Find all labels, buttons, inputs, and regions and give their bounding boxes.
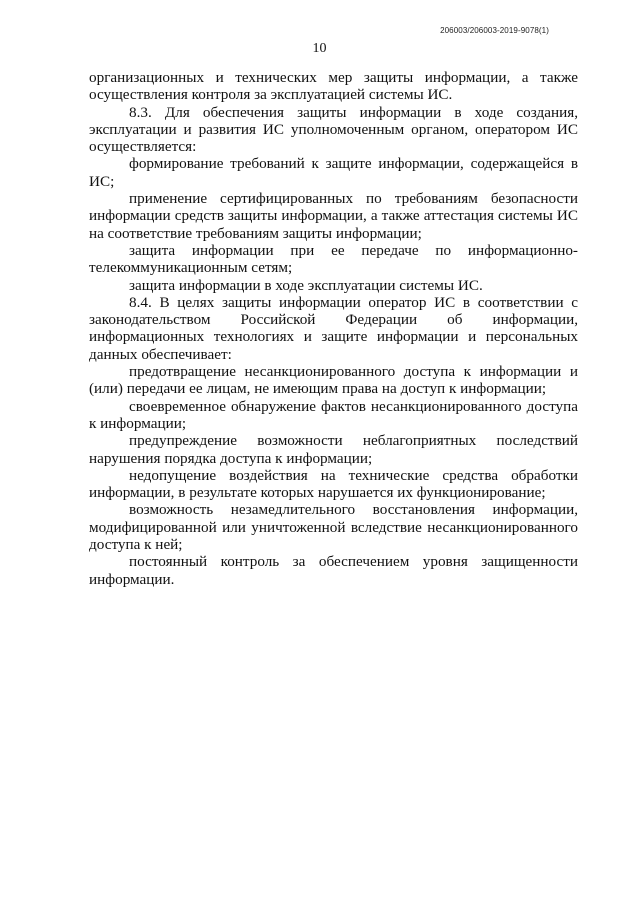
- paragraph-1: организационных и технических мер защиты информации, а также осуществления контроля за эксплуатацией системы ИС.: [89, 69, 578, 104]
- list-item-requirements: формирование требований к защите информации, содержащейся в ИС;: [89, 155, 578, 190]
- list-item-prevent-hardware-impact: недопущение воздействия на технические средства обработки информации, в результате которых нарушается их функционирование;: [89, 466, 578, 502]
- list-item-prevent-consequences: предупреждение возможности неблагоприятных последствий нарушения порядка доступа к информации;: [89, 432, 578, 467]
- document-body: [89, 69, 578, 588]
- page-number: 10: [312, 41, 327, 56]
- list-item-constant-control: постоянный контроль за обеспечением уровня защищенности информации.: [89, 553, 578, 588]
- list-item-transmission-protection: защита информации при ее передаче по информационно-телекоммуникационным сетям;: [89, 241, 578, 277]
- list-item-restoration: возможность незамедлительного восстановления информации, модифицированной или уничтоженной вследствие несанкционированного доступа к ней;: [89, 501, 578, 554]
- list-item-operation-protection: защита информации в ходе эксплуатации системы ИС.: [129, 276, 483, 294]
- paragraph-8-4: 8.4. В целях защиты информации оператор ИС в соответствии с законодательством Российской Федерации об информации, информационных технологиях и защите информации и персональных данных обеспечивает:: [89, 293, 578, 363]
- list-item-prevent-unauthorized-access: предотвращение несанкционированного доступа к информации и (или) передачи ее лицам, не имеющим права на доступ к информации;: [89, 363, 578, 398]
- paragraph-8-3: 8.3. Для обеспечения защиты информации в ходе создания, эксплуатации и развития ИС уполномоченным органом, оператором ИС осуществляется:: [89, 103, 578, 156]
- document-reference-number: 206003/206003-2019-9078(1): [440, 26, 549, 35]
- list-item-certified-tools: применение сертифицированных по требованиям безопасности информации средств защиты информации, а также аттестация системы ИС на соответствие требованиям защиты информации;: [89, 190, 578, 242]
- list-item-timely-detection: своевременное обнаружение фактов несанкционированного доступа к информации;: [89, 397, 578, 432]
